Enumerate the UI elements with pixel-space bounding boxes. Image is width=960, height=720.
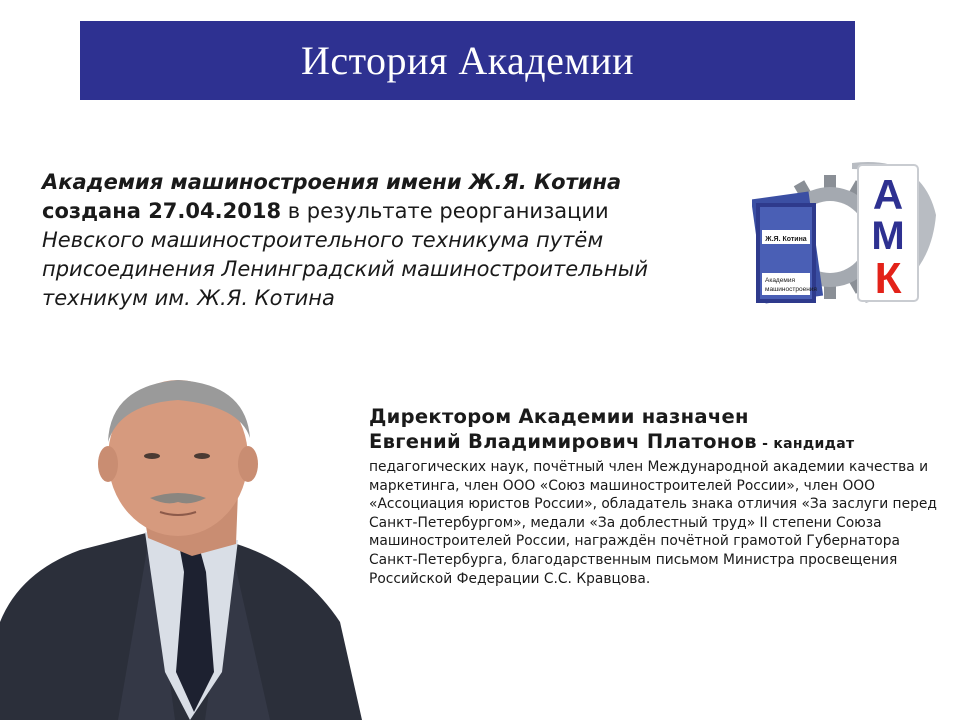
logo-letter-m: М	[871, 214, 905, 258]
director-name: Евгений Владимирович Платонов	[369, 430, 757, 453]
director-photo	[0, 372, 362, 720]
logo-book-label-line2: машиностроения	[765, 286, 817, 293]
director-block	[369, 404, 944, 588]
intro-details: Невского машиностроительного техникума путём присоединения Ленинградский машиностроительный техникум им. Ж.Я. Котина	[42, 228, 648, 310]
title-banner	[80, 21, 855, 100]
academy-logo	[752, 155, 938, 305]
intro-reorganization: в результате реорганизации	[281, 199, 609, 223]
page-title: История Академии	[300, 38, 635, 83]
logo-letter-a: А	[872, 171, 904, 218]
logo-book-label-top: Ж.Я. Котина	[765, 236, 807, 243]
director-title-start: - кандидат	[756, 436, 855, 452]
intro-academy-name: Академия машиностроения имени Ж.Я. Котина	[42, 170, 622, 194]
director-heading: Директором Академии назначен	[369, 405, 749, 428]
logo-book-label-line1: Академия	[765, 277, 795, 284]
logo-letter-k: К	[874, 254, 902, 303]
intro-paragraph	[42, 168, 742, 313]
intro-created-date: создана 27.04.2018	[42, 199, 282, 223]
director-bio: педагогических наук, почётный член Международной академии качества и маркетинга, член ООО «Союз машиностроителей России», член ООО «Ассоциация юристов России», обладатель знака отличия «За заслуги перед Санкт-Петербургом», медали «За доблестный труд» II степени Союза машиностроителей России, награждён почётной грамотой Губернатора Санкт-Петербурга, благодарственным письмом Министра просвещения Российской Федерации С.С. Кравцова.	[369, 459, 937, 587]
